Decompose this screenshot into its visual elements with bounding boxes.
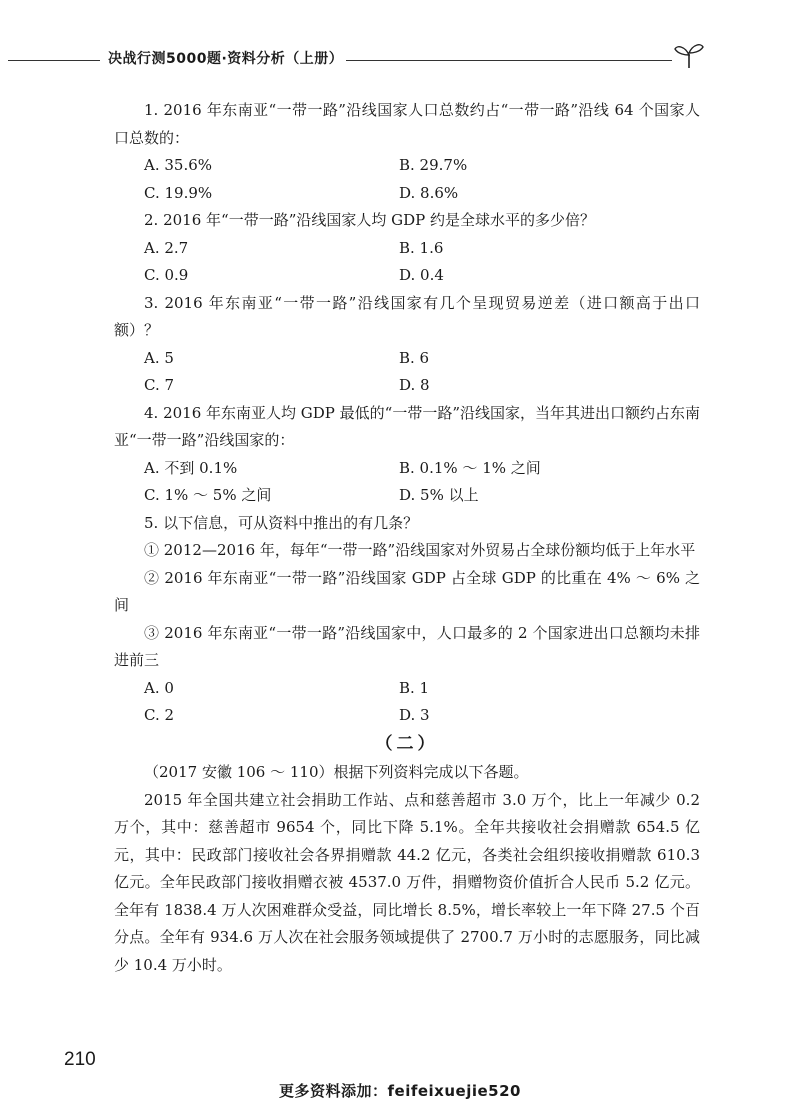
options-row [144, 482, 700, 510]
page-number: 210 [64, 1049, 96, 1070]
options-row [144, 235, 700, 263]
option-a: A. 2.7 [144, 238, 189, 257]
question-1: 1. 2016 年东南亚“一带一路”沿线国家人口总数约占“一带一路”沿线 64 个国家人口总数的： [114, 101, 700, 147]
section-source: （2017 安徽 106 ～ 110）根据下列资料完成以下各题。 [144, 763, 529, 781]
option-b: B. 29.7% [399, 156, 468, 174]
options-row [144, 262, 700, 290]
section-title: （二） [375, 733, 439, 754]
option-a: A. 0 [144, 678, 174, 697]
options-row [144, 180, 700, 208]
question-5: 5. 以下信息，可从资料中推出的有几条？ [144, 513, 419, 532]
option-b: B. 1 [399, 678, 430, 697]
options-row [144, 152, 700, 180]
question-3: 3. 2016 年东南亚“一带一路”沿线国家有几个呈现贸易逆差（进口额高于出口额）？ [114, 293, 700, 339]
option-c: C. 1% ～ 5% 之间 [144, 486, 272, 504]
option-c: C. 19.9% [144, 183, 213, 202]
option-c: C. 2 [144, 706, 175, 724]
options-row [144, 675, 700, 703]
option-b: B. 6 [399, 348, 430, 367]
header-rule-right [346, 60, 672, 61]
header-rule-left [8, 60, 100, 61]
option-d: D. 8.6% [399, 183, 459, 202]
option-a: A. 5 [144, 348, 174, 367]
sprout-icon [672, 40, 706, 70]
question-2: 2. 2016 年“一带一路”沿线国家人均 GDP 约是全球水平的多少倍？ [144, 211, 595, 229]
question-4: 4. 2016 年东南亚人均 GDP 最低的“一带一路”沿线国家，当年其进出口额约占东南亚“一带一路”沿线国家的： [114, 403, 700, 449]
option-a: A. 不到 0.1% [144, 458, 238, 477]
options-row [144, 372, 700, 400]
option-c: C. 7 [144, 376, 175, 394]
section-paragraph: 2015 年全国共建立社会捐助工作站、点和慈善超市 3.0 万个，比上一年减少 0.2 万个，其中：慈善超市 9654 个，同比下降 5.1%。全年共接收社会捐赠款 654.5 亿元，其中：民政部门接收社会各界捐赠款 44.2 亿元，各类社会组织接收捐赠款 610.3 亿元。全年民政部门接收捐赠衣被 4537.0 万件，捐赠物资价值折合人民币 5.2 亿元。全年有 1838.4 万人次困难群众受益，同比增长 8.5%，增长率较上一年下降 27.5 个百分点。全年有 934.6 万人次在社会服务领域提供了 2700.7 万小时的志愿服务，同比减少 10.4 万小时。 [114, 790, 700, 974]
option-a: A. 35.6% [144, 156, 213, 174]
options-row [144, 455, 700, 483]
options-row [144, 702, 700, 730]
statement-1: ① 2012—2016 年，每年“一带一路”沿线国家对外贸易占全球份额均低于上年水平 [144, 541, 696, 559]
option-b: B. 0.1% ～ 1% 之间 [399, 458, 541, 477]
page-content [114, 97, 700, 979]
option-d: D. 5% 以上 [399, 486, 479, 504]
option-d: D. 8 [399, 376, 430, 394]
page-header [0, 40, 800, 80]
options-row [144, 345, 700, 373]
footer-note: 更多资料添加：feifeixuejie520 [279, 1082, 521, 1100]
statement-3: ③ 2016 年东南亚“一带一路”沿线国家中，人口最多的 2 个国家进出口总额均未排进前三 [114, 623, 700, 669]
option-d: D. 3 [399, 706, 430, 724]
option-b: B. 1.6 [399, 238, 444, 257]
header-title: 决战行测5000题·资料分析（上册） [108, 51, 344, 67]
option-d: D. 0.4 [399, 266, 444, 284]
statement-2: ② 2016 年东南亚“一带一路”沿线国家 GDP 占全球 GDP 的比重在 4% ～ 6% 之间 [114, 568, 700, 614]
option-c: C. 0.9 [144, 266, 189, 284]
